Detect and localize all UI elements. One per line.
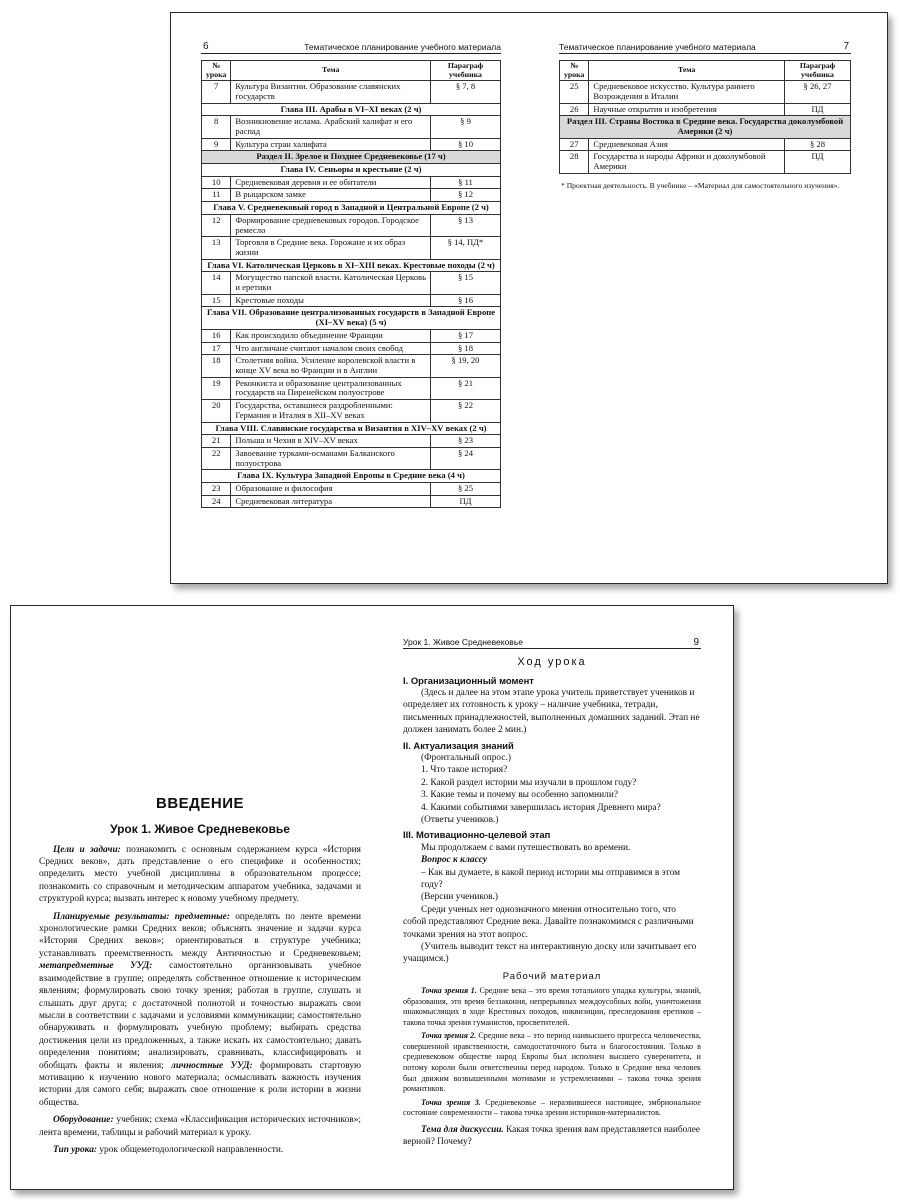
paragraph-ref: § 23 [431, 435, 501, 448]
stage-3-title: III. Мотивационно-целевой этап [403, 829, 551, 841]
stage-2-line: 2. Какой раздел истории мы изучали в прошлом году? [421, 777, 637, 788]
lesson-topic: Государства и народы Африки и доколумбовой Америки [589, 151, 785, 173]
paragraph-ref: § 18 [431, 342, 501, 355]
results-label: Планируемые результаты: предметные: [53, 911, 230, 922]
stage-1-title: I. Организационный момент [403, 674, 534, 686]
header-paragraph: Параграф учебника [785, 61, 851, 81]
lesson-number: 26 [560, 103, 589, 116]
chapter-heading-row [202, 103, 501, 116]
lesson-topic: Могущество папской власти. Католическая Церковь и еретики [231, 272, 431, 294]
chapter-heading: Глава IX. Культура Западной Европы в Средние века (4 ч) [202, 470, 501, 483]
lesson-topic: Крестовые походы [231, 294, 431, 307]
point-of-view-1 [403, 986, 701, 1028]
pov1-label: Точка зрения 1. [421, 986, 477, 996]
lesson-number: 8 [202, 116, 231, 138]
paragraph-ref: § 11 [431, 176, 501, 189]
paragraph-ref: § 14, ПД* [431, 237, 501, 259]
meta-text: самостоятельно организовывать учебное взаимодействие в группе; определять собственное отношение к историческим явлениям; формулировать свою точку зрения; работая в группе, слушать и слышать друг друга; с достаточной полнотой и точностью выражать свои мысли в соответствии с задачами и условиями коммуникации; самостоятельно обнаруживать и формулировать учебную проблему; выбирать средства достижения цели из предложенных, а также искать их самостоятельно; давать определения понятиям; анализировать, сравнивать, классифицировать и обобщать факты и явления; [39, 961, 361, 1071]
running-header [403, 636, 701, 649]
equipment-text: учебник; схема «Классификация исторических источников»; лента времени, таблицы и рабочий материал к уроку. [39, 1115, 361, 1138]
table-row [202, 294, 501, 307]
lesson-topic: Культура стран халифата [231, 138, 431, 151]
table-row [202, 355, 501, 377]
running-title: Тематическое планирование учебного материала [304, 42, 501, 52]
stage-2-line: (Ответы учеников.) [421, 814, 499, 825]
part-heading: Раздел II. Зрелое и Позднее Средневековье (17 ч) [202, 151, 501, 164]
table-row [202, 189, 501, 202]
paragraph-ref: § 12 [431, 189, 501, 202]
lesson-topic: Средневековая Азия [589, 138, 785, 151]
table-row [202, 138, 501, 151]
question-text: – Как вы думаете, в какой период истории мы отправимся в этом году? [421, 867, 681, 891]
lesson-number: 11 [202, 189, 231, 202]
point-of-view-3 [403, 1098, 701, 1119]
chapter-heading: Глава VI. Католическая Церковь в XI–XIII веках. Крестовые походы (2 ч) [202, 259, 501, 272]
paragraph-ref: § 22 [431, 400, 501, 422]
stage-3-intro: Мы продолжаем с вами путешествовать во времени. [421, 842, 631, 853]
lesson-topic: Средневековое искусство. Культура раннего Возрождения в Италии [589, 81, 785, 103]
chapter-heading: Глава V. Средневековый город в Западной и Центральной Европе (2 ч) [202, 202, 501, 215]
equipment-label: Оборудование: [53, 1115, 114, 1126]
stage-2-line: 4. Какими событиями завершилась история Древнего мира? [421, 802, 661, 813]
lesson-topic: Средневековая деревня и ее обитатели [231, 176, 431, 189]
lesson-topic: Культура Византии. Образование славянских государств [231, 81, 431, 103]
point-of-view-2 [403, 1031, 701, 1094]
paragraph-ref: ПД [785, 151, 851, 173]
lesson-spread [10, 605, 734, 1190]
lesson-number: 10 [202, 176, 231, 189]
chapter-heading-row [202, 422, 501, 435]
page-6 [201, 41, 501, 508]
table-row [202, 495, 501, 508]
header-paragraph: Параграф учебника [431, 61, 501, 81]
chapter-heading-row [202, 202, 501, 215]
paragraph-ref: § 17 [431, 329, 501, 342]
table-row [202, 483, 501, 496]
lesson-number: 16 [202, 329, 231, 342]
table-of-contents-spread [170, 12, 888, 584]
table-row [202, 176, 501, 189]
personal-label: личностные УУД: [171, 1060, 253, 1071]
table-row [202, 237, 501, 259]
table-row [560, 103, 851, 116]
table-row [202, 400, 501, 422]
paragraph-ref: § 25 [431, 483, 501, 496]
lesson-topic: Формирование средневековых городов. Городское ремесло [231, 214, 431, 236]
header-lesson-number: № урока [560, 61, 589, 81]
lesson-topic: Столетняя война. Усиление королевской власти в конце XV века во Франции и в Англии [231, 355, 431, 377]
chapter-heading: Глава III. Арабы в VI–XI веках (2 ч) [202, 103, 501, 116]
paragraph-ref: § 10 [431, 138, 501, 151]
chapter-heading-row [202, 259, 501, 272]
running-title: Тематическое планирование учебного материала [559, 42, 756, 52]
table-row [560, 138, 851, 151]
header-lesson-number: № урока [202, 61, 231, 81]
footnote: * Проектная деятельность. В учебнике – «Материал для самостоятельного изучения». [561, 180, 840, 190]
page-7 [559, 41, 851, 191]
lesson-number: 9 [202, 138, 231, 151]
stage-3-paragraph: Среди ученых нет однозначного мнения относительно того, что собой представляют Средние века. Давайте познакомимся с различными точками зрения на этот вопрос. [403, 904, 694, 940]
lesson-topic: Завоевание турками-османами Балканского полуострова [231, 447, 431, 469]
table-row [202, 214, 501, 236]
lesson-plan-table [559, 60, 851, 174]
part-heading-row [202, 151, 501, 164]
lesson-number: 7 [202, 81, 231, 103]
stage-2-line: (Фронтальный опрос.) [421, 752, 511, 763]
page-number: 6 [203, 41, 209, 52]
table-row [560, 81, 851, 103]
lesson-number: 14 [202, 272, 231, 294]
paragraph-ref: § 24 [431, 447, 501, 469]
paragraph-ref: § 7, 8 [431, 81, 501, 103]
table-row [560, 151, 851, 173]
question-label: Вопрос к классу [421, 855, 487, 866]
lesson-topic: Реконкиста и образование централизованных государств на Пиренейском полуострове [231, 377, 431, 399]
paragraph-ref: § 13 [431, 214, 501, 236]
section-heading: ВВЕДЕНИЕ [156, 795, 244, 812]
teacher-note: (Учитель выводит текст на интерактивную доску или зачитывает его учащимся.) [403, 942, 697, 965]
lesson-number: 12 [202, 214, 231, 236]
work-material-heading: Рабочий материал [502, 970, 602, 982]
table-row [202, 377, 501, 399]
header-topic: Тема [231, 61, 431, 81]
lesson-title: Урок 1. Живое Средневековье [110, 821, 290, 836]
goals-label: Цели и задачи: [53, 844, 121, 855]
running-header [559, 41, 851, 54]
stage-2-line: 1. Что такое история? [421, 765, 508, 776]
goals-text: познакомить с основным содержанием курса «История Средних веков», дать представление о его специфике и особенностях; определить место учебной дисциплины в образовательном процессе; познакомить со справочным и методическим аппаратом учебника, задачами и структурой курса; вызвать интерес к новому учебному предмету. [39, 844, 361, 905]
discussion-label: Тема для дискуссии. [421, 1124, 504, 1135]
paragraph-ref: § 9 [431, 116, 501, 138]
lesson-number: 18 [202, 355, 231, 377]
running-title: Урок 1. Живое Средневековье [403, 637, 523, 647]
results-text: определять по ленте времени хронологические рамки Средних веков; объяснять значение и задачи курса «История Средних веков»; ориентироваться в структуре учебника; устанавливать преемственность между Античностью и Средневековьем; [39, 911, 361, 959]
paragraph-ref: ПД [785, 103, 851, 116]
lesson-topic: Возникновение ислама. Арабский халифат и его распад [231, 116, 431, 138]
lesson-number: 21 [202, 435, 231, 448]
results-paragraph [39, 911, 361, 1110]
lesson-topic: Государства, оставшиеся раздробленными: Германия и Италия в XII–XV веках [231, 400, 431, 422]
lesson-number: 20 [202, 400, 231, 422]
table-row [202, 272, 501, 294]
lesson-number: 13 [202, 237, 231, 259]
table-row [202, 447, 501, 469]
header-topic: Тема [589, 61, 785, 81]
table-header-row [202, 61, 501, 81]
lesson-plan-table [201, 60, 501, 508]
lesson-number: 28 [560, 151, 589, 173]
lesson-topic: Как происходило объединение Франции [231, 329, 431, 342]
personal-text: формировать стартовую мотивацию к изучению нового материала; осмысливать важность изучения истории для самого себя; выражать свое отношение к роли истории в жизни общества. [39, 1060, 362, 1108]
paragraph-ref: § 21 [431, 377, 501, 399]
course-heading: Ход урока [517, 656, 587, 668]
lesson-number: 23 [202, 483, 231, 496]
lesson-topic: Средневековая литература [231, 495, 431, 508]
paragraph-ref: § 19, 20 [431, 355, 501, 377]
lesson-number: 25 [560, 81, 589, 103]
page-number: 7 [843, 41, 849, 52]
table-header-row [560, 61, 851, 81]
part-heading-row [560, 116, 851, 138]
stage-2-title: II. Актуализация знаний [403, 739, 514, 751]
lesson-topic: Что англичане считают началом своих свобод [231, 342, 431, 355]
table-row [202, 435, 501, 448]
paragraph-ref: § 26, 27 [785, 81, 851, 103]
chapter-heading-row [202, 470, 501, 483]
table-row [202, 116, 501, 138]
lesson-number: 22 [202, 447, 231, 469]
lesson-type-paragraph [39, 1144, 361, 1156]
chapter-heading-row [202, 307, 501, 329]
lesson-type-text: урок общеметодологической направленности. [97, 1144, 284, 1155]
paragraph-ref: ПД [431, 495, 501, 508]
chapter-heading-row [202, 164, 501, 177]
pov2-text: Средние века – это период наивысшего прогресса человечества, совершенной нравственности, самодостаточного быта и благосостояния. Только в средневековом обществе народ Европы был исполнен высшего суверенитета, и потому короли были ответственны перед народом. Только в Средние века человек был движим возвышенными мотивами и устремлениями – такова точка зрения романтиков. [403, 1031, 701, 1094]
lesson-type-label: Тип урока: [53, 1144, 98, 1155]
page-number: 9 [693, 637, 699, 648]
lesson-topic: Польша и Чехия в XIV–XV веках [231, 435, 431, 448]
goals-paragraph [39, 844, 361, 906]
lesson-number: 24 [202, 495, 231, 508]
lesson-topic: Научные открытия и изобретения [589, 103, 785, 116]
stage-1-text: (Здесь и далее на этом этапе урока учитель приветствует учеников и определяет их готовность к уроку – наличие учебника, тетради, письменных принадлежностей, выполненных домашних заданий. Этап не должен занимать более 2 мин.) [403, 687, 700, 736]
discussion-text: Какая точка зрения вам представляется наиболее верной? Почему? [403, 1124, 701, 1147]
discussion-topic [403, 1124, 701, 1148]
lesson-number: 17 [202, 342, 231, 355]
chapter-heading: Глава IV. Сеньоры и крестьяне (2 ч) [202, 164, 501, 177]
pov1-text: Средние века – это время тотального упадка культуры, знаний, образования, это время беззакония, непрерывных междоусобных войн, уничтожения инакомыслящих в ходе Крестовых походов, инквизиции, преследования еретиков – такова точка зрения гуманистов, просветителей. [403, 986, 702, 1027]
table-row [202, 342, 501, 355]
meta-label: метапредметные УУД: [39, 961, 153, 972]
pov2-label: Точка зрения 2. [421, 1031, 477, 1041]
paragraph-ref: § 28 [785, 138, 851, 151]
lesson-topic: Торговля в Средние века. Горожане и их образ жизни [231, 237, 431, 259]
stage-2-line: 3. Какие темы и почему вы особенно запомнили? [421, 790, 619, 801]
lesson-page-9 [403, 636, 701, 1148]
introduction-page [39, 794, 361, 1156]
pov3-text: Средневековье – неразвившееся настоящее, эмбриональное состояние современности – такова точка зрения историков-материалистов. [403, 1097, 702, 1118]
chapter-heading: Глава VIII. Славянские государства и Византия в XIV–XV веках (2 ч) [202, 422, 501, 435]
pov3-label: Точка зрения 3. [421, 1097, 481, 1107]
lesson-topic: Образование и философия [231, 483, 431, 496]
paragraph-ref: § 15 [431, 272, 501, 294]
lesson-number: 27 [560, 138, 589, 151]
lesson-topic: В рыцарском замке [231, 189, 431, 202]
part-heading: Раздел III. Страны Востока в Средние века. Государства доколумбовой Америки (2 ч) [560, 116, 851, 138]
table-row [202, 81, 501, 103]
chapter-heading: Глава VII. Образование централизованных государств в Западной Европе (XI–XV века) (5 ч) [202, 307, 501, 329]
lesson-number: 15 [202, 294, 231, 307]
paragraph-ref: § 16 [431, 294, 501, 307]
lesson-number: 19 [202, 377, 231, 399]
running-header [201, 41, 501, 54]
student-versions: (Версии учеников.) [421, 892, 499, 903]
table-row [202, 329, 501, 342]
equipment-paragraph [39, 1114, 361, 1139]
